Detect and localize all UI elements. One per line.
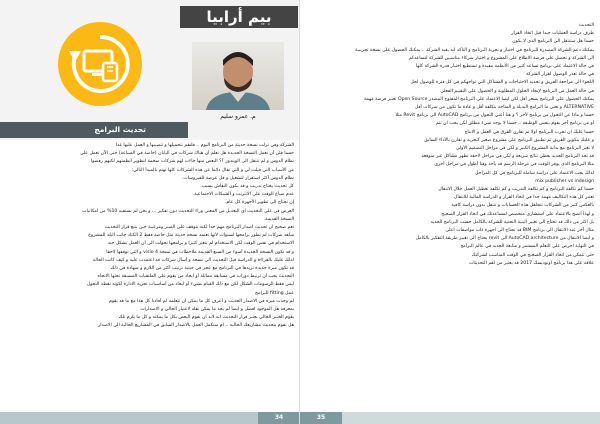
paragraph: و عليك بتكوين الفريق ثم تطبيق البرنامج على مشروع صغير كتجربة و تقارن بالأداء السابق	[424, 137, 594, 143]
paragraph: ظرف دراسة العمليات جيدا قبل اتخاذ القرار	[511, 31, 594, 37]
paragraph: مثال آخر عند الانتقال الى برنامج BIM قد تحتاج الى اجهزة ذات مواصفات أعلى	[445, 228, 594, 234]
paragraph: في النهاية احرص على التعلم المستمر و متابعة الجديد في عالم البرامج	[460, 244, 594, 250]
paragraph: يمكنك دعم الشركة المصدرة للبرنامج في اختيار و تجربة البرنامج و التأكد انه يفيد الشركة .. يمكنك الحصول على نسخة تجريبية	[355, 47, 594, 53]
paragraph: لذلك عليك بالقراءة و الدراسة قبل التحديث الى نسخة و أسأل شركات قد اعتمدت عليه و كيف كانت الحالة	[92, 257, 294, 263]
paragraph: يقوم الخبير الحالي يعتبر قرار التحديث انه لابد ان يقوم البعض بكل ما يمكنه و كل ما يلزم تلك	[118, 315, 294, 321]
paragraph: تعتبر كل هذه التكاليف مهمة جدا في اتخاذ القرار و الدراسة المالية للانتقال	[454, 195, 594, 201]
paragraph: حتى تتمكن من اتخاذ القرار الصحيح في الوقت المناسب لشركتك	[471, 252, 594, 258]
right-page	[300, 0, 600, 424]
paragraph: بالعكس كثير من الشركات تتجاهل هذه الحسابات و تنتقل بدون دراسة كافية	[451, 203, 594, 209]
paragraph: شاهد شركات لم تطور برامجها لسنوات لأنها تعتمد نسخة حديثة مثل خاصة فقط 2 الكتاد جانب البلد للمشروع	[88, 233, 294, 239]
paragraph: ALTERNATIVE و تعني ما البرامج البديلة و المتاحة بتكلفة أقل و عادة ما تكون من شركات أقل	[414, 105, 594, 111]
paragraph: التحديث	[578, 23, 594, 28]
paragraph: كل تحديث يحتاج تدريب و قد يكون النقاش بسبب.	[200, 184, 294, 190]
paragraph: mix publisher vs indesign	[535, 178, 594, 184]
paragraph: حسنا و ماذا عن التحول من برنامج لأخر ؟ و هنا أعني التحول من برنامج AutoCAD الى برنامج Revit مثلا	[395, 113, 594, 119]
paragraph: بمعرفة هل الموجود افضل و ايضاً لم يجد ما يمكن نقله لاعتبار الحالي و الاصدارات	[140, 307, 294, 313]
paragraph: و ايضا الانتقال من AutoCAD architecture الى revit يحتاج الى تغيير طريقة التفكير بالكامل	[415, 236, 594, 242]
paragraph: حسنا هل ستنتقل الى البرنامج الذي لا يكون	[512, 39, 594, 45]
paragraph: و قد تكون النسخة الجديدة أسوء من السبع القديمة ملاحظات في نسخة visio 4 و التي نوقفها لاحقا	[106, 249, 294, 255]
paragraph: الاستخدام فى نفس الوقت لكن الاستخدام لم تتغير كثيرا و برامجها تحولت الى أن العمل بشكل جيد	[107, 241, 294, 247]
author-photo	[192, 42, 284, 110]
paragraph: لم وجدت ميزة في الاصدار الحديث و أعرف كل ما يمكن ان تتعلمه لم أفادنا كل هذا مع ما قد يقوم	[108, 298, 294, 304]
left-article-body	[6, 142, 294, 331]
page-number-left: 34	[258, 412, 300, 424]
paragraph: النسخة القديمة.	[263, 216, 294, 222]
paragraph: عمل fitting للبرامج	[255, 290, 294, 296]
paragraph: و لهذا انصح بالاعتماد على استشاري متخصص لمساعدتك في اتخاذ القرار الصحيح	[441, 211, 594, 217]
paragraph: التحديث يجب ان ترتبط دورات في مسابقة مماثلة أو ايجاد من يقوم على الملتقيات المسبقة تحتها الاتجاه	[97, 274, 294, 280]
paragraph: حسنا كم تكلفة البرنامج و كم تكلفة التدريب و كم تكلفة تعطيل العمل خلال الانتقال	[438, 187, 594, 193]
paragraph: في حالة الاعتماد على برنامج تساعد كثير من الأنظمة مفيدة و تستطيع اختيار قدرة الشركة كلها	[415, 64, 594, 70]
paragraph: قد تجد البرنامج الجديد يعطي نتائج سريعة و لكن في مراحل لاحقة تظهر مشاكل غير متوقعة	[421, 154, 594, 160]
paragraph: حسنا عليك ان تجرب البرنامج اولا ثم تقارن الفرق في العمل و الانتاج	[464, 129, 594, 135]
paragraph: يمكنك الحصول على البرنامج بسعر أقل لكن ايضا الاعتماد على البرنامج المفتوح المصدر Open Source تعتبر فرصة مهمة	[363, 96, 594, 102]
right-article-body	[308, 22, 594, 268]
page-number-right: 35	[300, 412, 342, 424]
paragraph: حسنا فلن أن نعمل النسخة الجديدة هل تعلم أن هناك شركات في اليابان (خاصة في الصناعة) حتى الآن تعمل على	[79, 151, 294, 157]
paragraph: في حالة العمل من البرنامج لإيجاد الحلول المطلوبة و الحصول على التقييم الفعلي	[440, 88, 594, 94]
author-caption: م. عمرو سليم	[220, 113, 256, 120]
paragraph: أو من برنامج آخر يقوم بنفس الوظيفة .. حسنا لا يوجد شيء مطلق لكن يجب ان تتم	[435, 121, 594, 127]
paragraph: في حالة تعذر الوصول لقرار الشركة	[526, 72, 594, 78]
footer-strip	[0, 412, 258, 424]
paragraph: لا تغير البرنامج مع بداية المشروع الكبير و لكن في مراحل التصميم الأولى	[455, 146, 594, 152]
paragraph: الشركة وفي نزلت نسخة حديثة من البرنامج اليوم .. فلنقم بتحميلها و تنصيبها و العمل عليها غداً	[115, 143, 294, 148]
paragraph: نظام الدوس أكثر استقرار لتشغيل و قل عرضة للفيروسات.	[181, 175, 294, 181]
paragraph: بل اكثر من ذلك قد تحتاج الى تغيير البنية التحتية للشركة بالكامل حسب البرنامج الجديد	[430, 219, 594, 225]
brand-logo: بيم أرابيا	[180, 6, 298, 28]
paragraph: إن تحتاج الى تطوير الأجهزة كل عام.	[224, 200, 294, 206]
paragraph: من الأسباب التي قيلت لي و التي تقال دائما عن هذه الشركات كلها تهتم بالمبدأ التالي:	[131, 167, 294, 173]
section-title: تحديث البرامج	[0, 122, 188, 138]
paragraph: لذلك يجب الاعتماد على دراسة شاملة للبرنامج في كل المراحل	[475, 170, 594, 176]
paragraph: نظام الدوس و لم تنتقل الى الويندوز ؟؟ البعض منها جاءت لهم شركات ضخمة لتطوير أنظمتهم لكنهم رفضوا	[90, 159, 294, 165]
paragraph: العرض فى على التحديث اى التعديل من المعنى وراء التحديث دون تفكير ... و نحن لم نستفيد 10% من امكانيات	[82, 208, 294, 214]
paragraph: قد تكون ميزة جديدة تريدها في البرنامج مع عجز في حيثية ترتيب أكثر من اللازم و شهادة في ذلك	[110, 266, 294, 272]
paragraph: علاقة على هذا برنامج اوتوديسك 2017 قد يعتبر من اهم التحديثات	[469, 260, 594, 266]
paragraph: نعم صحيح ان تحديث اصدار البرنامج مهم جداً لكنه يتوقف على الصبر ومرعبية حين يتبع قرار التحديث	[104, 225, 294, 231]
article-header	[0, 0, 300, 140]
paragraph: اللجوء الى مراجعة الفريق و تحديد الاحتياجات و المشاكل التي تواجهكم في كل فترة للوصول لحل	[410, 80, 594, 86]
paragraph: ليس فقط الرسومات الشكل لكن مع ذلك القيام بشيء أو ايجاد من أساسيات تجربة الادارة لكونه نقطة التحول	[86, 282, 294, 288]
paragraph: الى الشركة و تحصل على فرصة الاطلاع على المشروع و اختيار شركاء مناسبين للشركة لتساعدكم	[408, 55, 594, 61]
footer-strip	[342, 412, 600, 424]
paragraph: هل تقوم بتحديث مشاريعك الحالية .. ام ستكمل العمل بالاصدار السابق في المشاريع الحالية الى الاصدار	[98, 323, 294, 329]
paragraph: مثلا البرنامج الذي يوفر الوقت في مرحلة الرسم قد يأخذ وقتا أطول في مراحل أخرى	[434, 162, 594, 168]
software-update-icon	[58, 22, 142, 106]
paragraph: عدم ضياع الوقت على الانترنت و الشبكات الاجتماعية.	[192, 192, 294, 198]
